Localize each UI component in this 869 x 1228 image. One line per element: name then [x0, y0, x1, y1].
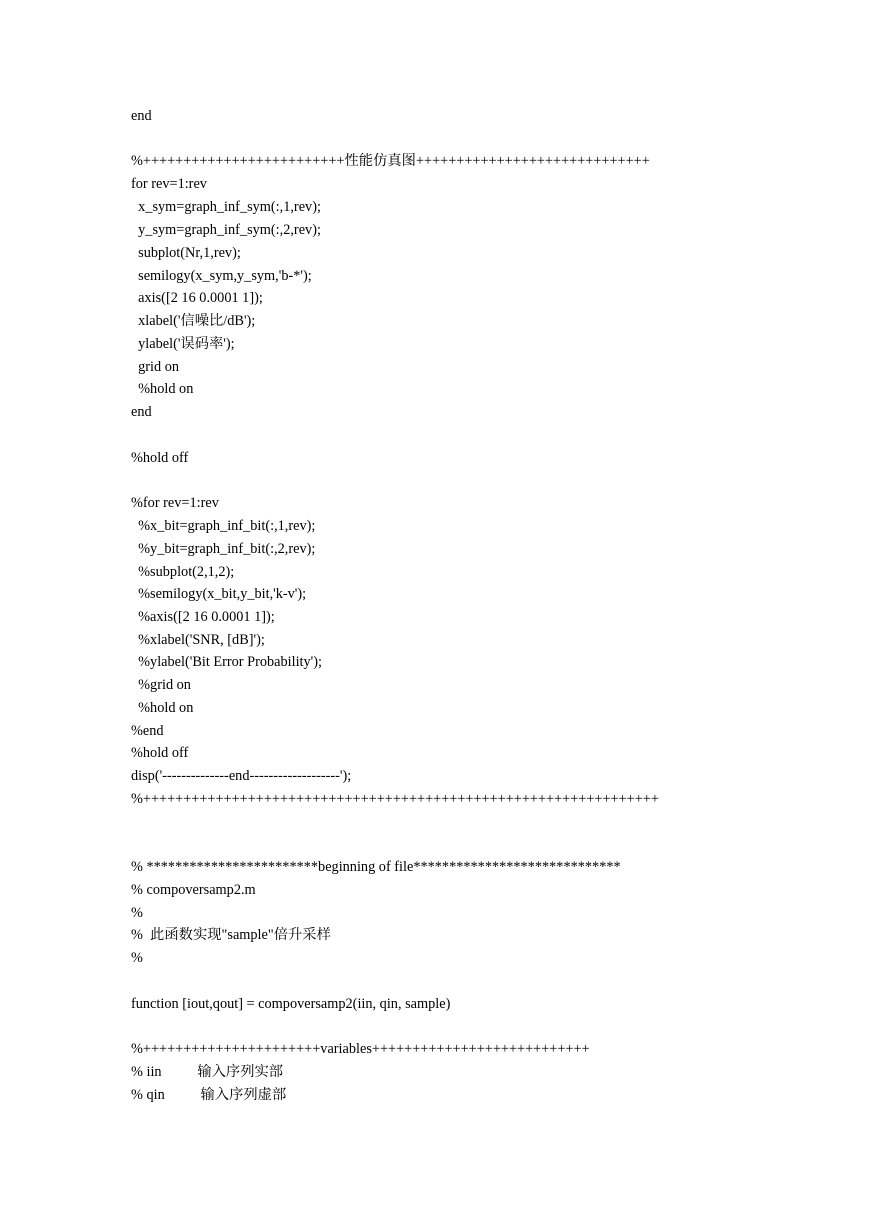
code-line: subplot(Nr,1,rev);	[131, 245, 241, 261]
code-line: end	[131, 108, 152, 124]
code-line: axis([2 16 0.0001 1]);	[131, 290, 263, 306]
section-divider: %++++++++++++++++++++++variables+++++++++++++++++++++++++++	[131, 1041, 590, 1057]
code-line: %hold on	[131, 700, 194, 716]
file-header-banner: % ************************beginning of file*****************************	[131, 859, 621, 875]
function-signature: function [iout,qout] = compoversamp2(iin, qin, sample)	[131, 996, 451, 1012]
code-line: %hold off	[131, 450, 189, 466]
code-line: %xlabel('SNR, [dB]');	[131, 632, 265, 648]
code-line: disp('--------------end-------------------');	[131, 768, 352, 784]
code-line: % compoversamp2.m	[131, 882, 256, 898]
code-line: %semilogy(x_bit,y_bit,'k-v');	[131, 586, 307, 602]
code-line: % iin 输入序列实部	[131, 1064, 284, 1080]
code-line: %	[131, 905, 143, 921]
code-line: %y_bit=graph_inf_bit(:,2,rev);	[131, 541, 316, 557]
section-divider: %++++++++++++++++++++++++++++++++++++++++++++++++++++++++++++++++	[131, 791, 659, 807]
code-line: % 此函数实现"sample"倍升采样	[131, 927, 331, 943]
code-line: %hold on	[131, 381, 194, 397]
code-line: %axis([2 16 0.0001 1]);	[131, 609, 275, 625]
code-line: grid on	[131, 359, 180, 375]
code-line: end	[131, 404, 152, 420]
code-line: y_sym=graph_inf_sym(:,2,rev);	[131, 222, 321, 238]
code-line: ylabel('误码率');	[131, 336, 235, 352]
section-divider: %+++++++++++++++++++++++++性能仿真图+++++++++++++++++++++++++++++	[131, 153, 650, 169]
code-line: %x_bit=graph_inf_bit(:,1,rev);	[131, 518, 316, 534]
code-line: %ylabel('Bit Error Probability');	[131, 654, 322, 670]
code-line: %grid on	[131, 677, 191, 693]
code-line: %for rev=1:rev	[131, 495, 219, 511]
code-line: %end	[131, 723, 164, 739]
code-line: for rev=1:rev	[131, 176, 207, 192]
code-line: x_sym=graph_inf_sym(:,1,rev);	[131, 199, 321, 215]
code-line: %	[131, 950, 143, 966]
code-line: % qin 输入序列虚部	[131, 1087, 287, 1103]
code-line: semilogy(x_sym,y_sym,'b-*');	[131, 268, 312, 284]
code-line: %hold off	[131, 745, 189, 761]
code-line: %subplot(2,1,2);	[131, 564, 235, 580]
code-line: xlabel('信噪比/dB');	[131, 313, 256, 329]
